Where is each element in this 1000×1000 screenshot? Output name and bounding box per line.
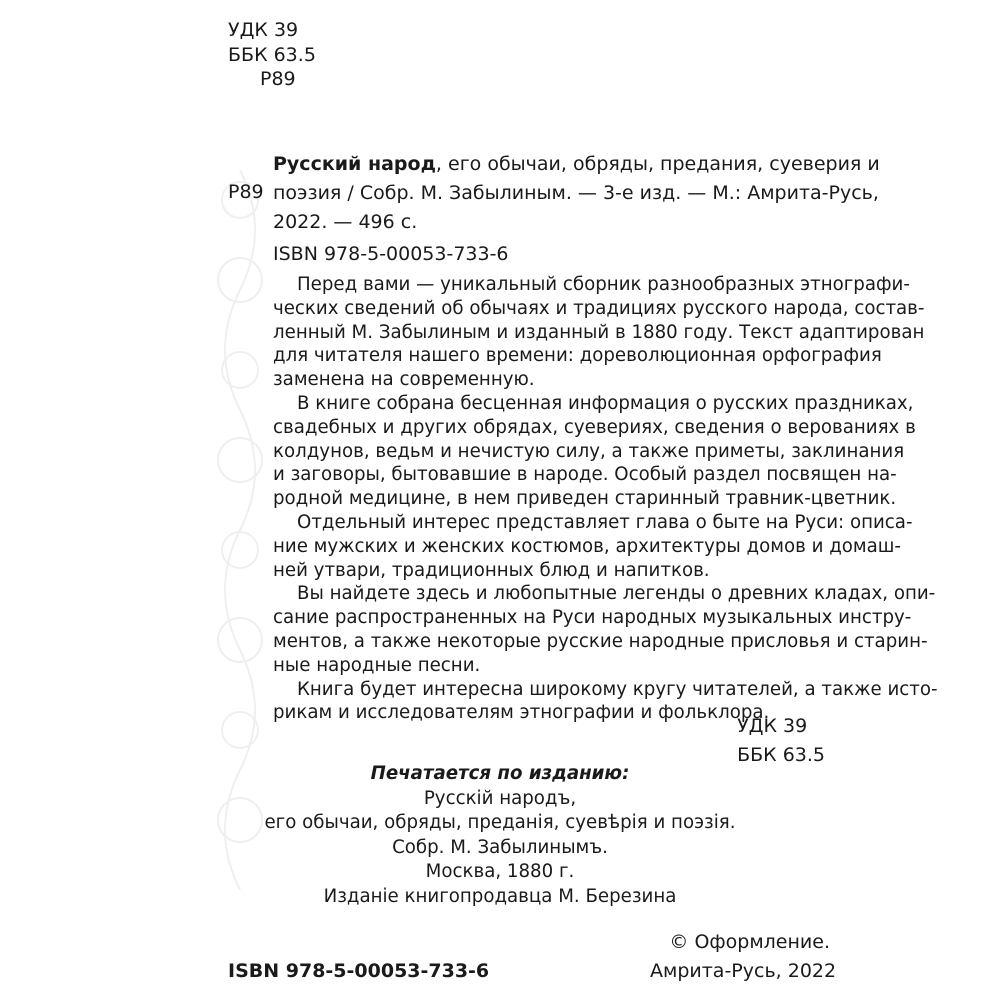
abstract-line: заменена на современную. [273,369,535,391]
header-bbk: ББК 63.5 [228,43,316,66]
biblio-line-1-rest: , его обычаи, обряды, предания, суеверия и [435,153,880,175]
abstract-line: ние мужских и женских костюмов, архитектуры домов и домаш- [273,535,901,557]
biblio-line-1 [273,150,880,179]
abstract-line: и заговоры, бытовавшие в народе. Особый раздел посвящен на- [273,464,897,486]
abstract-line: рикам и исследователям этнографии и фольклора. [273,702,770,724]
abstract-line: родной медицине, в нем приведен старинный травник-цветник. [273,488,897,510]
abstract-line: Вы найдете здесь и любопытные легенды о древних кладах, опи- [297,583,936,605]
header-classification [228,18,316,92]
abstract-line: колдунов, ведьм и нечистую силу, а также приметы, заклинания [273,440,905,462]
abstract-line: ческих сведений об обычаях и традициях русского народа, состав- [273,297,925,319]
abstract-line: ментов, а также некоторые русские народные присловья и старин- [273,630,928,652]
copyright-line-1: © Оформление. [669,931,830,953]
book-title: Русский народ [273,153,436,175]
abstract [273,273,938,725]
biblio-line-3: 2022. — 496 с. [273,211,418,233]
header-udk: УДК 39 [228,19,299,41]
bibliographic-record [273,150,880,237]
classification-bbk: ББК 63.5 [737,744,825,766]
abstract-line: Отдельный интерес представляет глава о быте на Руси: описа- [297,511,913,533]
source-heading: Печатается по изданию: [370,763,630,784]
abstract-line: свадебных и других обрядах, суевериях, сведения о верованиях в [273,416,916,438]
abstract-line: Перед вами — уникальный сборник разнообразных этнографи- [297,274,910,295]
source-line-1: Русскiй народъ, [423,787,577,809]
abstract-line: ные народные песни. [273,654,481,676]
biblio-line-2: поэзия / Собр. М. Забылиным. — 3-е изд. — М.: Амрита-Русь, [273,182,879,204]
abstract-line: сание распространенных на Руси народных музыкальных инстру- [273,607,912,629]
isbn-footer: ISBN 978-5-00053-733-6 [228,960,490,982]
abstract-line: ней утвари, традиционных блюд и напитков. [273,559,710,581]
abstract-line: В книге собрана бесценная информация о русских праздниках, [297,392,914,414]
copyright-block [650,928,837,986]
catalog-author-code: Р89 [228,181,264,203]
abstract-line: ленный М. Забылиным и изданный в 1880 году. Текст адаптирован [273,321,925,343]
source-line-2: его обычаи, обряды, преданiя, суевѣрiя и поэзiя. [264,812,736,833]
isbn-catalog: ISBN 978-5-00053-733-6 [273,243,509,265]
classification-udk: УДК 39 [737,715,808,737]
header-author-code: Р89 [260,68,296,90]
source-line-5: Изданiе книгопродавца М. Березина [323,885,677,907]
source-line-4: Москва, 1880 г. [425,861,575,882]
abstract-line: для читателя нашего времени: дореволюционная орфография [273,345,882,367]
copyright-line-2: Амрита-Русь, 2022 [650,960,837,982]
source-line-3: Собр. М. Забылинымъ. [392,836,608,858]
source-edition [0,762,1000,909]
abstract-line: Книга будет интересна широкому кругу читателей, а также исто- [297,678,938,700]
